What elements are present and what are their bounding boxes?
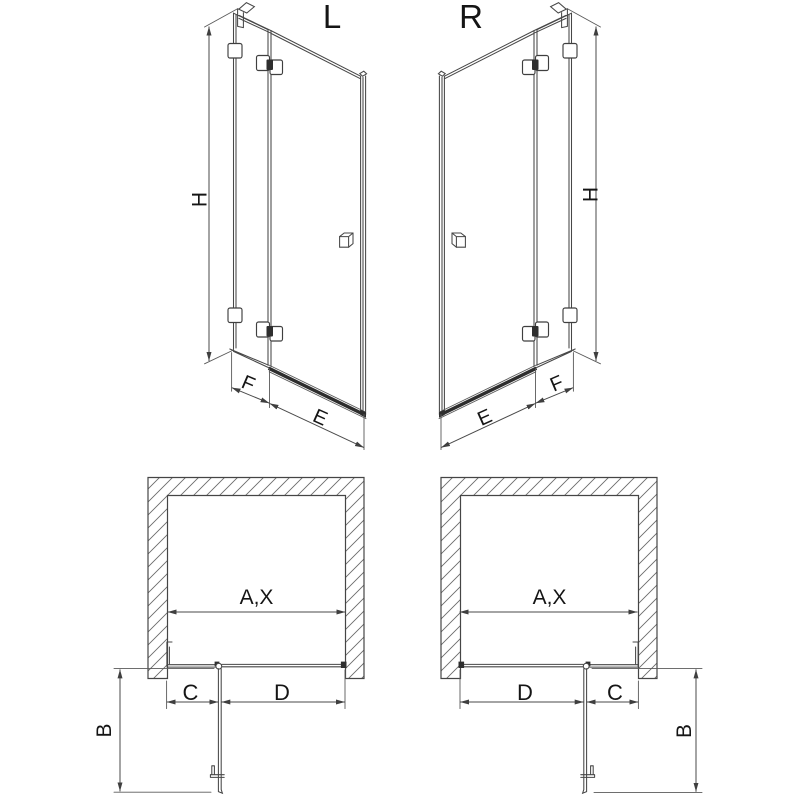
label-door-width-left: E bbox=[309, 405, 331, 431]
b-dimension-left bbox=[114, 669, 214, 793]
label-fixed-panel-left: C bbox=[182, 680, 199, 705]
label-swing-depth-right: B bbox=[673, 723, 696, 739]
label-swing-depth-left: B bbox=[93, 723, 116, 738]
label-fixed-width-right: F bbox=[546, 371, 567, 397]
label-variant-right: R bbox=[459, 0, 483, 35]
label-door-width-right: E bbox=[474, 405, 496, 431]
plan-view-left-walls bbox=[148, 478, 364, 679]
b-extension-lines bbox=[114, 669, 214, 793]
front-view-right-variant bbox=[438, 3, 600, 450]
label-height-right: H bbox=[579, 186, 603, 203]
label-door-panel-left: D bbox=[274, 680, 290, 705]
label-door-panel-right: D bbox=[517, 680, 533, 705]
label-fixed-panel-right: C bbox=[607, 680, 623, 705]
label-opening-right: A,X bbox=[532, 586, 567, 609]
label-variant-left: L bbox=[322, 0, 342, 35]
plan-view-right-walls bbox=[441, 478, 657, 679]
label-height-left: H bbox=[188, 191, 212, 208]
label-opening-left: A,X bbox=[239, 586, 274, 609]
front-view-left-variant bbox=[205, 3, 367, 450]
label-fixed-width-left: F bbox=[238, 371, 259, 397]
